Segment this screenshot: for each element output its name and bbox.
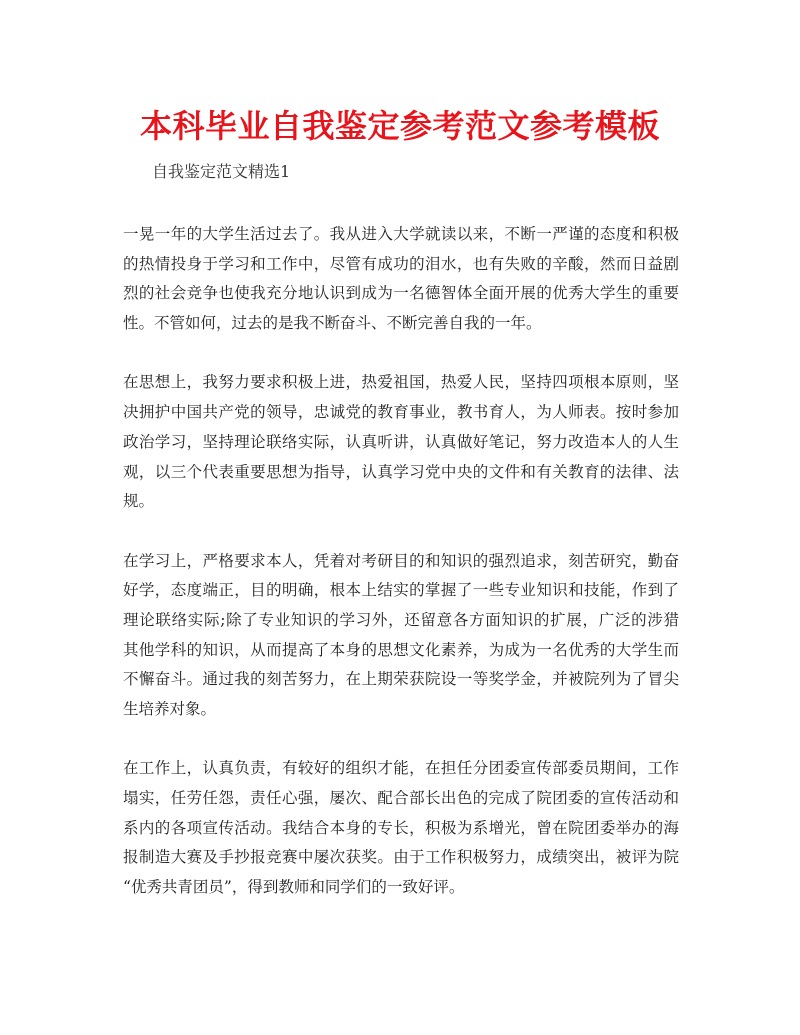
paragraph-line: “优秀共青团员”，得到教师和同学们的一致好评。 [123, 878, 465, 897]
paragraph-line: 在思想上，我努力要求积极上进，热爱祖国，热爱人民，坚持四项根本原则，坚 [123, 373, 679, 392]
paragraph-line: 不懈奋斗。通过我的刻苦努力，在上期荣获院设一等奖学金，并被院列为了冒尖 [123, 670, 679, 689]
paragraph [123, 754, 679, 902]
paragraph-line: 规。 [123, 492, 155, 511]
paragraph-line: 烈的社会竞争也使我充分地认识到成为一名德智体全面开展的优秀大学生的重要 [123, 284, 679, 303]
document-subtitle: 自我鉴定范文精选1 [152, 162, 291, 181]
paragraph-line: 理论联络实际;除了专业知识的学习外，还留意各方面知识的扩展，广泛的涉猎 [123, 610, 679, 629]
paragraph [123, 368, 679, 516]
paragraph-line: 在学习上，严格要求本人，凭着对考研目的和知识的强烈追求，刻苦研究，勤奋 [123, 551, 679, 570]
paragraph-line: 决拥护中国共产党的领导，忠诚党的教育事业，教书育人，为人师表。按时参加 [123, 403, 679, 422]
paragraph-line: 报制造大赛及手抄报竞赛中屡次获奖。由于工作积极努力，成绩突出，被评为院 [123, 848, 679, 867]
paragraph-line: 系内的各项宣传活动。我结合本身的专长，积极为系增光，曾在院团委举办的海 [123, 818, 679, 837]
document-body [123, 220, 679, 933]
paragraph-line: 的热情投身于学习和工作中，尽管有成功的泪水，也有失败的辛酸，然而日益剧 [123, 254, 679, 273]
paragraph [123, 547, 679, 725]
paragraph-line: 一晃一年的大学生活过去了。我从进入大学就读以来，不断一严谨的态度和积极 [123, 225, 679, 243]
paragraph-line: 好学，态度端正，目的明确，根本上结实的掌握了一些专业知识和技能，作到了 [123, 581, 679, 600]
paragraph-line: 性。不管如何，过去的是我不断奋斗、不断完善自我的一年。 [123, 314, 542, 333]
document-title: 本科毕业自我鉴定参考范文参考模板 [139, 107, 660, 145]
paragraph-line: 生培养对象。 [123, 700, 217, 718]
paragraph-line: 观，以三个代表重要思想为指导，认真学习党中央的文件和有关教育的法律、法 [123, 462, 679, 481]
paragraph-line: 其他学科的知识，从而提高了本身的思想文化素养，为成为一名优秀的大学生而 [123, 640, 679, 659]
paragraph-line: 在工作上，认真负责，有较好的组织才能，在担任分团委宣传部委员期间，工作 [123, 759, 679, 778]
paragraph [123, 220, 679, 339]
paragraph-line: 塌实，任劳任怨，责任心强，屡次、配合部长出色的完成了院团委的宣传活动和 [123, 789, 679, 808]
paragraph-line: 政治学习，坚持理论联络实际，认真听讲，认真做好笔记，努力改造本人的人生 [123, 432, 679, 451]
